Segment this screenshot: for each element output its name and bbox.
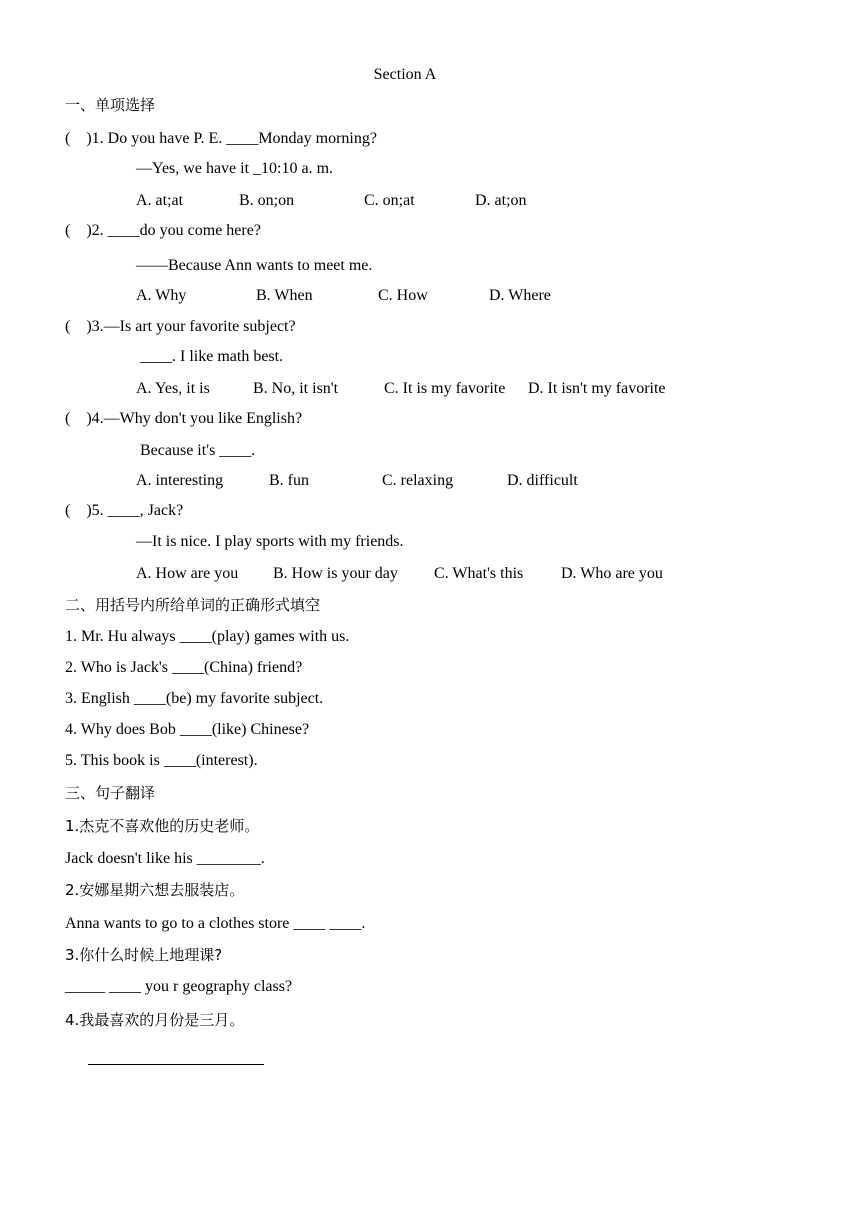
q1-option-c: C. on;at — [364, 192, 415, 209]
translate-item-3-en: _____ ____ you r geography class? — [65, 978, 293, 995]
translate-item-2-en: Anna wants to go to a clothes store ____ ____. — [65, 915, 366, 932]
q3-reply: ____. I like math best. — [140, 348, 284, 365]
q4-option-b: B. fun — [269, 472, 309, 489]
translate-item-3-cn: 3.你什么时候上地理课? — [65, 946, 223, 964]
section3-heading: 三、句子翻译 — [65, 784, 156, 802]
q3-option-a: A. Yes, it is — [136, 380, 210, 397]
q4-stem: ( )4.—Why don't you like English? — [65, 410, 303, 427]
translate-item-1-cn: 1.杰克不喜欢他的历史老师。 — [65, 817, 260, 835]
section2-heading: 二、用括号内所给单词的正确形式填空 — [65, 596, 321, 614]
q5-option-b: B. How is your day — [273, 565, 398, 582]
translate-item-4-cn: 4.我最喜欢的月份是三月。 — [65, 1011, 245, 1029]
q4-reply: Because it's ____. — [140, 442, 256, 459]
q5-option-a: A. How are you — [136, 565, 239, 582]
q1-reply: —Yes, we have it _10:10 a. m. — [136, 160, 334, 177]
q2-reply: ——Because Ann wants to meet me. — [136, 257, 373, 274]
q3-option-c: C. It is my favorite — [384, 380, 506, 397]
q2-option-b: B. When — [256, 287, 313, 304]
q3-option-b: B. No, it isn't — [253, 380, 339, 397]
page-title: Section A — [373, 66, 437, 83]
answer-blank-line — [88, 1064, 264, 1065]
q5-reply: —It is nice. I play sports with my friends. — [136, 533, 404, 550]
q3-stem: ( )3.—Is art your favorite subject? — [65, 318, 296, 335]
q3-option-d: D. It isn't my favorite — [528, 380, 666, 397]
q1-stem: ( )1. Do you have P. E. ____Monday morning? — [65, 130, 377, 147]
q4-option-a: A. interesting — [136, 472, 224, 489]
fill-item-4: 4. Why does Bob ____(like) Chinese? — [65, 721, 310, 738]
fill-item-5: 5. This book is ____(interest). — [65, 752, 258, 769]
q4-option-d: D. difficult — [507, 472, 578, 489]
q4-option-c: C. relaxing — [382, 472, 454, 489]
q2-option-a: A. Why — [136, 287, 187, 304]
q5-stem: ( )5. ____, Jack? — [65, 502, 184, 519]
q1-option-a: A. at;at — [136, 192, 184, 209]
translate-item-2-cn: 2.安娜星期六想去服装店。 — [65, 881, 245, 899]
translate-item-1-en: Jack doesn't like his ________. — [65, 850, 265, 867]
section1-heading: 一、单项选择 — [65, 96, 156, 114]
fill-item-1: 1. Mr. Hu always ____(play) games with us. — [65, 628, 350, 645]
q5-option-c: C. What's this — [434, 565, 524, 582]
fill-item-3: 3. English ____(be) my favorite subject. — [65, 690, 324, 707]
q5-option-d: D. Who are you — [561, 565, 663, 582]
q1-option-b: B. on;on — [239, 192, 295, 209]
q2-option-c: C. How — [378, 287, 428, 304]
fill-item-2: 2. Who is Jack's ____(China) friend? — [65, 659, 303, 676]
q2-option-d: D. Where — [489, 287, 551, 304]
q1-option-d: D. at;on — [475, 192, 527, 209]
q2-stem: ( )2. ____do you come here? — [65, 222, 261, 239]
